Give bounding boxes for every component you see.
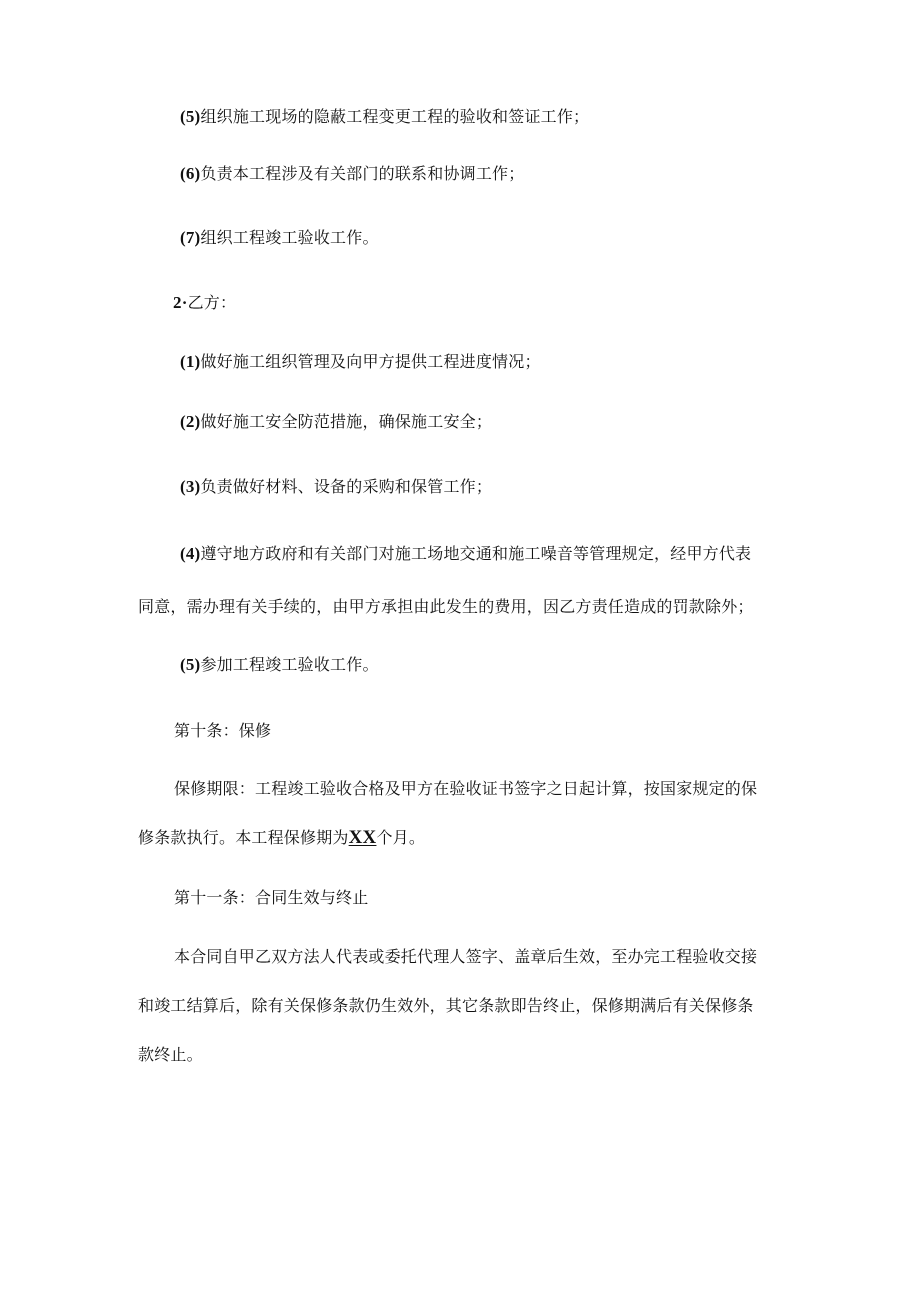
article-11-title: 第十一条：合同生效与终止 (174, 888, 369, 907)
item-number: (1) (180, 352, 201, 371)
item-number: (2) (180, 412, 201, 431)
heading-number: 2· (173, 293, 188, 312)
item-text: 遵守地方政府和有关部门对施工场地交通和施工噪音等管理规定，经甲方代表 (200, 544, 752, 563)
party-a-item-6 (180, 164, 524, 184)
item-text: 参加工程竣工验收工作。 (200, 655, 379, 674)
item-text-continuation: 同意，需办理有关手续的，由甲方承担由此发生的费用，因乙方责任造成的罚款除外； (138, 597, 754, 616)
party-b-item-3 (180, 477, 492, 497)
item-text: 负责本工程涉及有关部门的联系和协调工作； (200, 164, 525, 183)
article-10-title: 第十条：保修 (174, 721, 272, 740)
item-text: 负责做好材料、设备的采购和保管工作； (200, 477, 493, 496)
item-number: (7) (180, 228, 201, 247)
article-10-body-line2 (138, 828, 425, 848)
party-a-item-5 (180, 107, 589, 127)
party-b-item-5 (180, 655, 379, 675)
article-11-body-line1: 本合同自甲乙双方法人代表或委托代理人签字、盖章后生效，至办完工程验收交接 (174, 947, 758, 966)
item-number: (5) (180, 107, 201, 126)
article-10-body-line1: 保修期限：工程竣工验收合格及甲方在验收证书签字之日起计算，按国家规定的保 (174, 779, 758, 798)
item-text: 做好施工安全防范措施，确保施工安全； (200, 412, 493, 431)
party-a-item-7 (180, 228, 379, 248)
warranty-text-pre: 修条款执行。本工程保修期为 (138, 828, 349, 847)
heading-text: 乙方： (187, 293, 237, 312)
party-b-item-4-continuation (138, 597, 754, 617)
party-b-item-1 (180, 352, 541, 372)
item-number: (3) (180, 477, 201, 496)
item-text: 组织施工现场的隐蔽工程变更工程的验收和签证工作； (200, 107, 590, 126)
item-text: 做好施工组织管理及向甲方提供工程进度情况； (200, 352, 541, 371)
warranty-months-value: XX (348, 827, 377, 848)
item-number: (6) (180, 164, 201, 183)
party-b-item-2 (180, 412, 492, 432)
article-11-body-line2: 和竣工结算后，除有关保修条款仍生效外，其它条款即告终止，保修期满后有关保修条 (138, 996, 754, 1015)
party-b-heading (173, 293, 236, 313)
party-b-item-4 (180, 544, 751, 564)
item-number: (5) (180, 655, 201, 674)
item-text: 组织工程竣工验收工作。 (200, 228, 379, 247)
article-11-body-line3: 款终止。 (138, 1045, 203, 1064)
item-number: (4) (180, 544, 201, 563)
warranty-text-post: 个月。 (376, 828, 426, 847)
